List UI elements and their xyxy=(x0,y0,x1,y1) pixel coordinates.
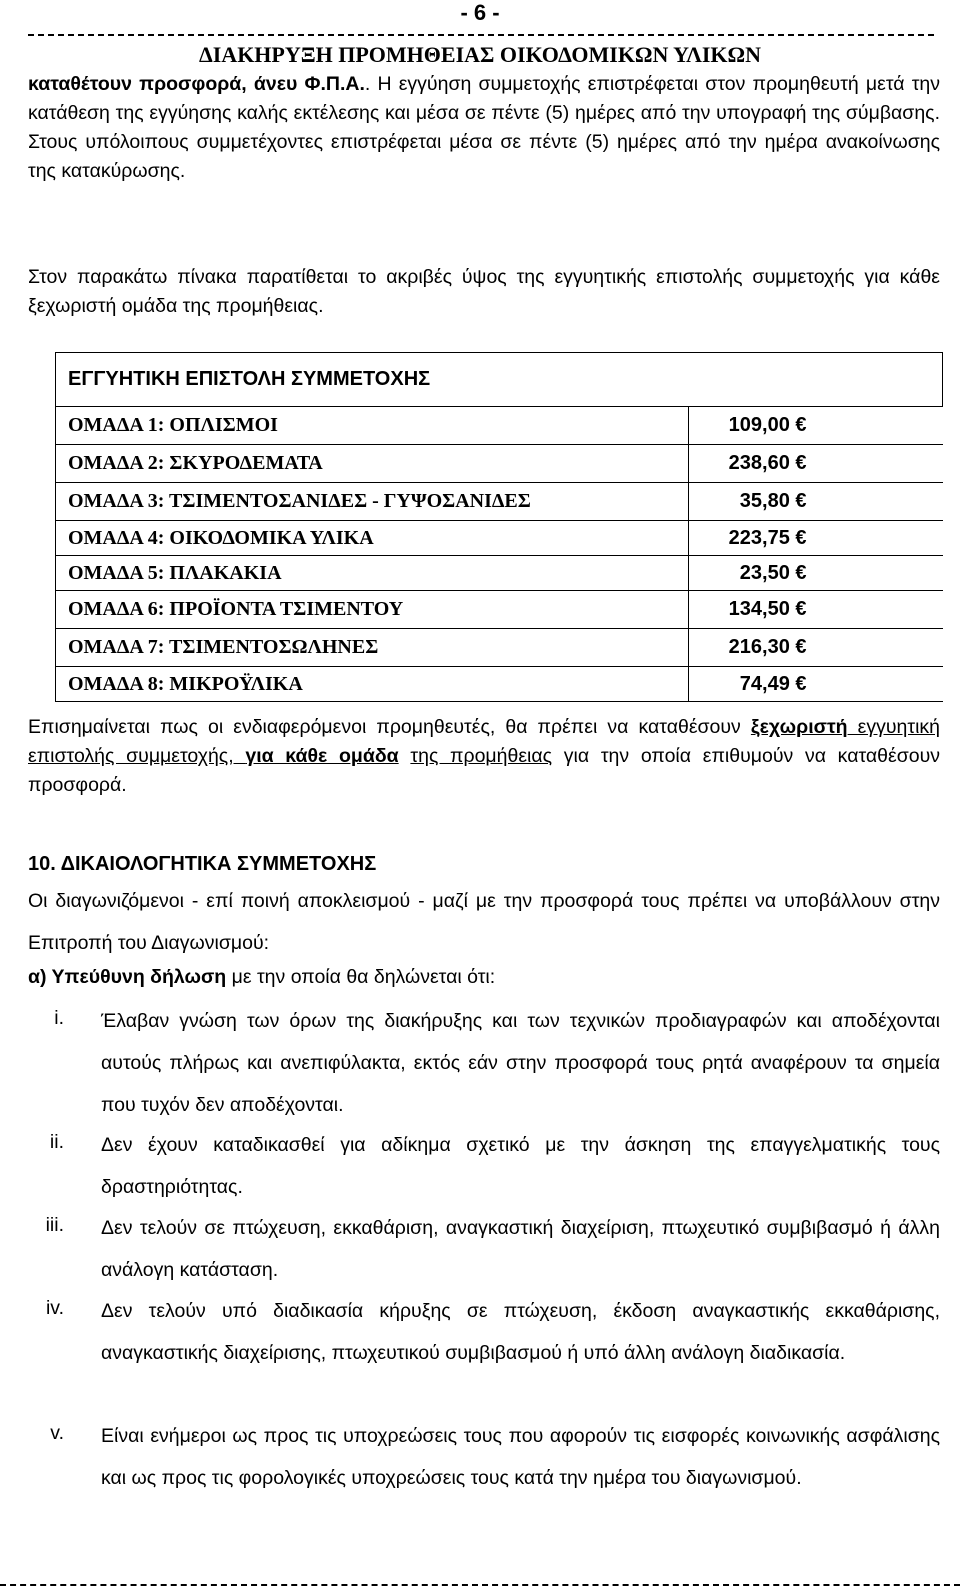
guarantee-table xyxy=(55,352,943,702)
table-row xyxy=(56,556,943,591)
group-amount: 109,00 € xyxy=(689,407,943,445)
declaration-heading-rest: με την οποία θα δηλώνεται ότι: xyxy=(226,966,496,988)
table-intro-paragraph: Στον παρακάτω πίνακα παρατίθεται το ακριβές ύψος της εγγυητικής επιστολής συμμετοχής για κάθε ξεχωριστή ομάδα της προμήθειας. xyxy=(28,266,940,317)
note-emphasis-separate: ξεχωριστή xyxy=(750,716,848,738)
list-item-text: Δεν έχουν καταδικασθεί για αδίκημα σχετικό με την άσκηση της επαγγελματικής τους δραστηριότητας. xyxy=(101,1134,940,1198)
intro-paragraph xyxy=(28,70,940,186)
list-item-number: i. xyxy=(54,1007,64,1029)
group-name: ΟΜΑΔΑ 5: ΠΛΑΚΑΚΙΑ xyxy=(56,556,689,591)
group-name: ΟΜΑΔΑ 8: ΜΙΚΡΟΫΛΙΚΑ xyxy=(56,667,689,702)
group-amount: 134,50 € xyxy=(689,591,943,629)
group-name: ΟΜΑΔΑ 4: ΟΙΚΟΔΟΜΙΚΑ ΥΛΙΚΑ xyxy=(56,521,689,556)
list-item-number: ii. xyxy=(49,1131,64,1153)
section-10-intro: Οι διαγωνιζόμενοι - επί ποινή αποκλεισμού - μαζί με την προσφορά τους πρέπει να υποβάλλουν στην Επιτροπή του Διαγωνισμού: xyxy=(28,890,940,954)
list-item-number: v. xyxy=(50,1422,64,1444)
table-row xyxy=(56,483,943,521)
table-row xyxy=(56,591,943,629)
group-name: ΟΜΑΔΑ 6: ΠΡΟΪΟΝΤΑ ΤΣΙΜΕΝΤΟΥ xyxy=(56,591,689,629)
list-item-text: Είναι ενήμεροι ως προς τις υποχρεώσεις τους που αφορούν τις εισφορές κοινωνικής ασφάλισης και ως προς τις φορολογικές υποχρεώσεις τους κατά την ημέρα του διαγωνισμού. xyxy=(101,1425,940,1489)
note-text: Επισημαίνεται πως οι ενδιαφερόμενοι προμηθευτές, θα πρέπει να καταθέσουν xyxy=(28,716,751,738)
note-underlined-text: εγγυητική επιστολής συμμετοχής, xyxy=(28,716,941,767)
document-header-title: ΔΙΑΚΗΡΥΞΗ ΠΡΟΜΗΘΕΙΑΣ ΟΙΚΟΔΟΜΙΚΩΝ ΥΛΙΚΩΝ xyxy=(198,42,762,67)
group-amount: 74,49 € xyxy=(689,667,943,702)
group-amount: 35,80 € xyxy=(689,483,943,521)
group-amount: 23,50 € xyxy=(689,556,943,591)
note-underlined-supply: της προμήθειας xyxy=(410,745,553,767)
group-name: ΟΜΑΔΑ 3: ΤΣΙΜΕΝΤΟΣΑΝΙΔΕΣ - ΓΥΨΟΣΑΝΙΔΕΣ xyxy=(56,483,689,521)
table-title: ΕΓΓΥΗΤΙΚΗ ΕΠΙΣΤΟΛΗ ΣΥΜΜΕΤΟΧΗΣ xyxy=(56,353,943,407)
group-amount: 238,60 € xyxy=(689,445,943,483)
table-row xyxy=(56,667,943,702)
group-amount: 223,75 € xyxy=(689,521,943,556)
list-item-text: Δεν τελούν σε πτώχευση, εκκαθάριση, αναγκαστική διαχείριση, πτωχευτικό συμβιβασμό ή άλλη ανάλογη κατάσταση. xyxy=(101,1217,940,1281)
table-row xyxy=(56,407,943,445)
list-item-number: iv. xyxy=(45,1297,64,1319)
intro-bold-text: καταθέτουν προσφορά, άνευ Φ.Π.Α. xyxy=(28,73,365,95)
table-row xyxy=(56,629,943,667)
list-item-text: Δεν τελούν υπό διαδικασία κήρυξης σε πτώχευση, έκδοση αναγκαστικής εκκαθάρισης, αναγκαστικής διαχείρισης, πτωχευτικού συμβιβασμού ή υπό άλλη ανάλογη διαδικασία. xyxy=(101,1300,940,1364)
list-item-text: Έλαβαν γνώση των όρων της διακήρυξης και των τεχνικών προδιαγραφών και αποδέχονται αυτούς πλήρως και ανεπιφύλακτα, εκτός εάν στην προσφορά τους ρητά αναφέρουν τα σημεία που τυχόν δεν αποδέχονται. xyxy=(101,1010,940,1116)
table-row xyxy=(56,521,943,556)
table-title-row xyxy=(56,353,943,407)
note-emphasis-each-group: για κάθε ομάδα xyxy=(245,745,399,767)
group-amount: 216,30 € xyxy=(689,629,943,667)
table-row xyxy=(56,445,943,483)
header-separator xyxy=(28,34,934,36)
note-paragraph xyxy=(28,713,940,800)
intro-text: . Η εγγύηση συμμετοχής επιστρέφεται στον προμηθευτή μετά την κατάθεση της εγγύησης καλής εκτέλεσης και μέσα σε πέντε (5) ημέρες από την υπογραφή της σύμβασης. Στους υπόλοιπους συμμετέχοντες επιστρέφεται μέσα σε πέντε (5) ημέρες από την ημέρα ανακοίνωσης της κατακύρωσης. xyxy=(28,73,940,182)
group-name: ΟΜΑΔΑ 1: ΟΠΛΙΣΜΟΙ xyxy=(56,407,689,445)
declaration-heading xyxy=(28,959,940,995)
footer-separator xyxy=(0,1584,960,1586)
list-item-number: iii. xyxy=(45,1214,64,1236)
section-10-title: 10. ΔΙΚΑΙΟΛΟΓΗΤΙΚΑ ΣΥΜΜΕΤΟΧΗΣ xyxy=(28,853,377,875)
declaration-heading-bold: α) Υπεύθυνη δήλωση xyxy=(28,966,227,988)
note-text-end: για την οποία επιθυμούν να καταθέσουν προσφορά. xyxy=(28,745,940,796)
group-name: ΟΜΑΔΑ 2: ΣΚΥΡΟΔΕΜΑΤΑ xyxy=(56,445,689,483)
page-number: - 6 - xyxy=(460,0,500,25)
group-name: ΟΜΑΔΑ 7: ΤΣΙΜΕΝΤΟΣΩΛΗΝΕΣ xyxy=(56,629,689,667)
